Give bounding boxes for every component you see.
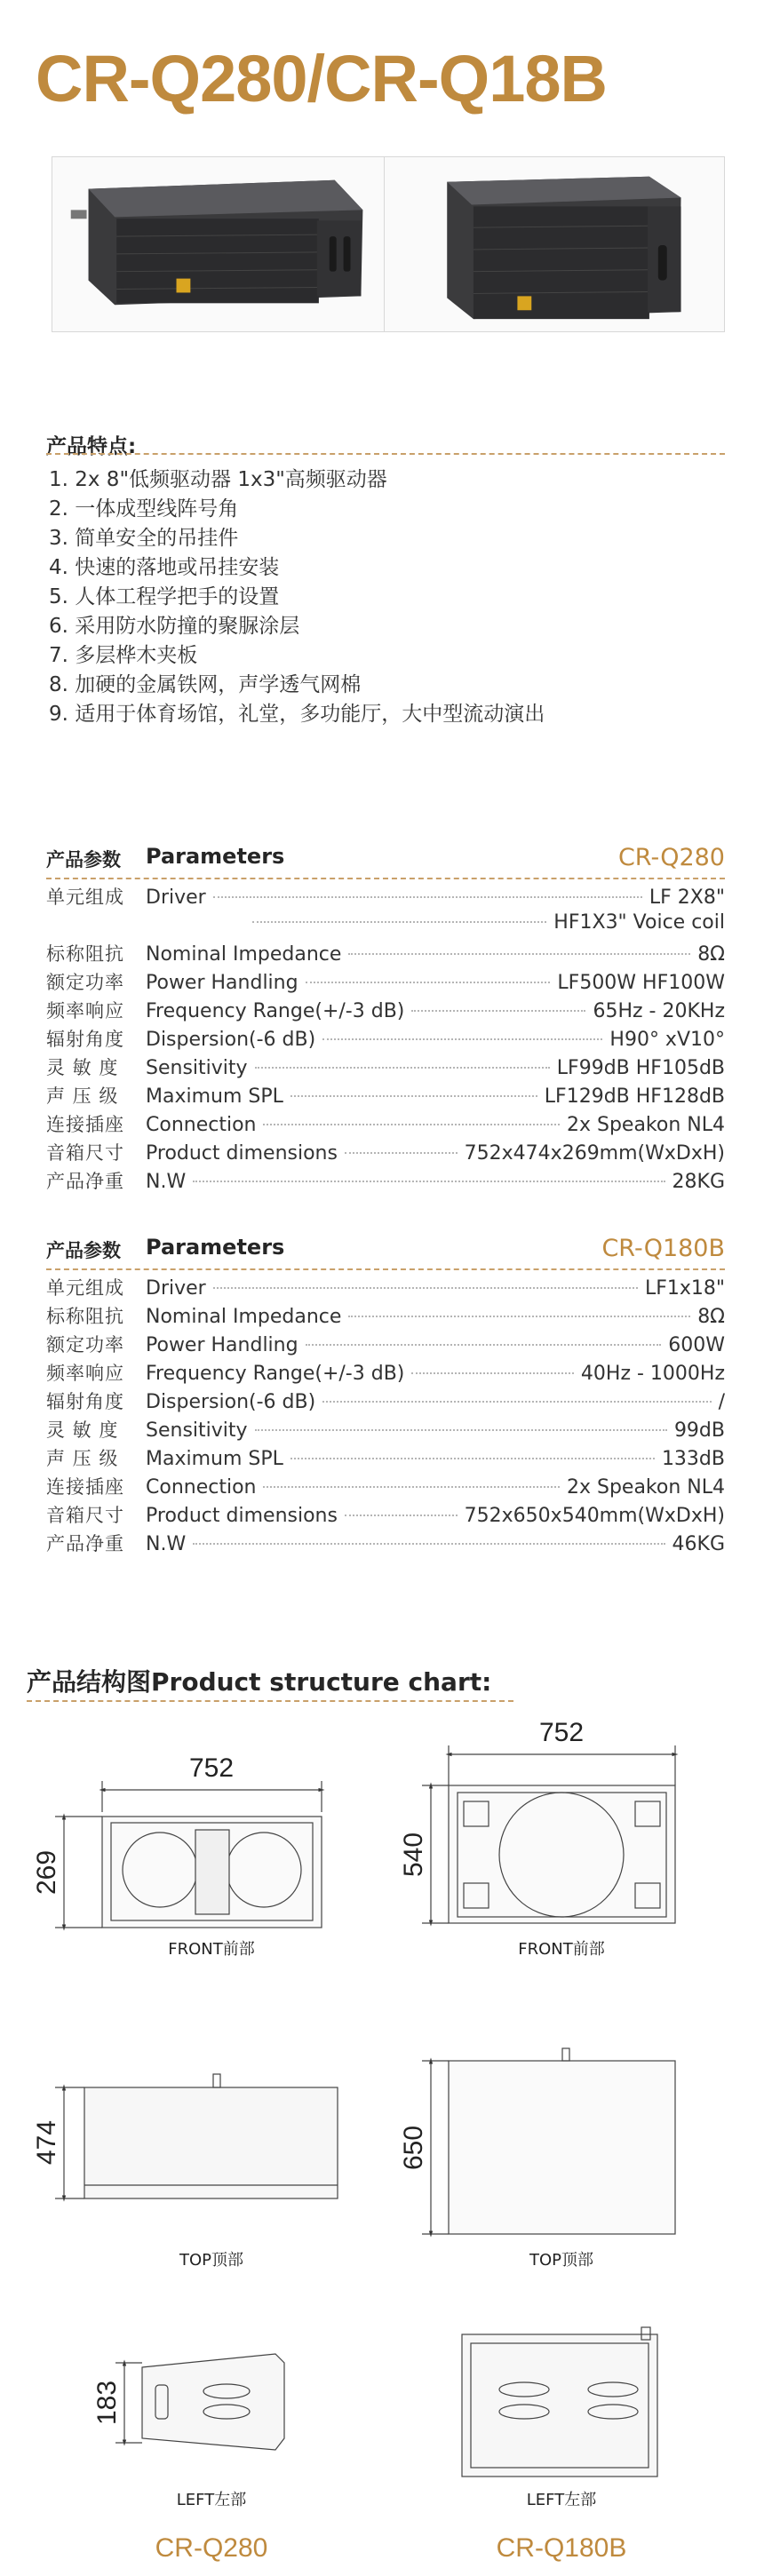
q280-top-label: TOP顶部 <box>179 2251 244 2270</box>
spec-header-en: Parameters <box>146 1235 285 1260</box>
spec-label-cn: 灵 敏 度 <box>46 1057 119 1078</box>
spec-header-cn: 产品参数 <box>46 1240 121 1261</box>
spec-label-en: Frequency Range(+/-3 dB) <box>146 1000 405 1022</box>
spec-model-name: CR-Q180B <box>601 1235 725 1262</box>
spec-label-en: Driver <box>146 886 206 909</box>
feature-item: 3. 简单安全的吊挂件 <box>49 527 239 550</box>
spec-row <box>46 1167 725 1196</box>
page-title: CR-Q280/CR-Q18B <box>36 42 607 115</box>
spec-label-en: Driver <box>146 1277 206 1300</box>
q180b-top-depth: 650 <box>399 2125 428 2171</box>
spec-value: LF 2X8" <box>649 886 725 909</box>
spec-value: 133dB <box>661 1448 725 1470</box>
spec-header-divider <box>46 878 725 879</box>
spec-value: 65Hz - 20KHz <box>593 1000 725 1022</box>
q280-top-depth: 474 <box>32 2119 61 2166</box>
spec-value: 752x474x269mm(WxDxH) <box>464 1142 725 1165</box>
spec-rows <box>46 1274 725 1558</box>
spec-row <box>46 883 725 911</box>
spec-row <box>46 1416 725 1444</box>
spec-label-cn: 连接插座 <box>46 1114 124 1135</box>
spec-label-cn: 音箱尺寸 <box>46 1505 124 1526</box>
q180b-front-height: 540 <box>399 1832 428 1878</box>
q180b-top-view <box>422 2048 675 2234</box>
spec-header <box>46 844 725 872</box>
q180b-left-view <box>462 2327 657 2477</box>
spec-value: 2x Speakon NL4 <box>566 1476 725 1499</box>
spec-row <box>46 940 725 968</box>
line-array-speaker-image <box>52 157 392 331</box>
spec-value: 40Hz - 1000Hz <box>580 1363 725 1385</box>
spec-row <box>46 1444 725 1473</box>
spec-label-en: Maximum SPL <box>146 1085 283 1108</box>
q280-model-label: CR-Q280 <box>155 2533 268 2563</box>
feature-item: 6. 采用防水防撞的聚脲涂层 <box>49 615 300 638</box>
spec-label-en: Dispersion(-6 dB) <box>146 1029 316 1051</box>
q280-left-height: 183 <box>92 2380 122 2426</box>
features-divider <box>46 453 725 455</box>
spec-label-cn: 连接插座 <box>46 1476 124 1498</box>
spec-label-cn: 频率响应 <box>46 1363 124 1384</box>
spec-label-en: Sensitivity <box>146 1419 248 1442</box>
spec-table-q180b <box>46 1235 725 1558</box>
feature-item: 4. 快速的落地或吊挂安装 <box>49 556 280 579</box>
spec-row <box>46 968 725 997</box>
spec-label-cn: 声 压 级 <box>46 1448 119 1469</box>
spec-label-en: Dispersion(-6 dB) <box>146 1391 316 1413</box>
features-list <box>49 465 545 729</box>
spec-row <box>46 1473 725 1501</box>
spec-label-en: Product dimensions <box>146 1142 338 1165</box>
spec-row <box>46 1359 725 1387</box>
feature-item: 9. 适用于体育场馆，礼堂，多功能厅，大中型流动演出 <box>49 703 545 726</box>
spec-label-en: N.W <box>146 1171 187 1193</box>
q280-front-view <box>55 1781 322 1928</box>
spec-row <box>46 1501 725 1530</box>
product-photo-q180b <box>384 156 725 332</box>
spec-value: LF500W HF100W <box>557 972 725 994</box>
structure-heading: 产品结构图Product structure chart: <box>27 1667 492 1697</box>
spec-label-en: Maximum SPL <box>146 1448 283 1470</box>
spec-label-cn: 辐射角度 <box>46 1029 124 1050</box>
spec-header-divider <box>46 1268 725 1270</box>
spec-value: 2x Speakon NL4 <box>566 1114 725 1136</box>
spec-value: 28KG <box>672 1171 725 1193</box>
spec-row <box>46 1053 725 1082</box>
spec-label-cn: 额定功率 <box>46 1334 124 1356</box>
q180b-model-label: CR-Q180B <box>496 2533 627 2563</box>
spec-label-cn: 单元组成 <box>46 886 124 908</box>
spec-value: 46KG <box>672 1533 725 1555</box>
spec-label-cn: 声 压 级 <box>46 1085 119 1107</box>
q280-front-width: 752 <box>188 1753 235 1783</box>
spec-value: 600W <box>668 1334 725 1356</box>
feature-item: 5. 人体工程学把手的设置 <box>49 585 280 608</box>
spec-label-cn: 辐射角度 <box>46 1391 124 1412</box>
spec-label-cn: 额定功率 <box>46 972 124 993</box>
spec-label-en: Nominal Impedance <box>146 943 342 966</box>
q180b-front-width: 752 <box>538 1718 585 1747</box>
spec-row <box>46 1302 725 1331</box>
q180b-top-label: TOP顶部 <box>529 2251 594 2270</box>
spec-label-cn: 产品净重 <box>46 1533 124 1554</box>
spec-label-en: Power Handling <box>146 972 298 994</box>
q280-left-view <box>115 2354 284 2450</box>
spec-label-cn: 灵 敏 度 <box>46 1419 119 1441</box>
q280-top-view <box>55 2074 338 2198</box>
spec-header-cn: 产品参数 <box>46 849 121 871</box>
structure-drawing <box>0 1688 764 2576</box>
spec-row <box>46 1274 725 1302</box>
spec-row <box>46 1530 725 1558</box>
spec-rows <box>46 883 725 1196</box>
spec-row <box>46 1387 725 1416</box>
spec-value: LF129dB HF128dB <box>544 1085 725 1108</box>
spec-label-en: Sensitivity <box>146 1057 248 1079</box>
spec-header <box>46 1235 725 1263</box>
spec-label-en: Connection <box>146 1114 257 1136</box>
spec-label-cn: 标称阻抗 <box>46 943 124 965</box>
spec-label-en: Connection <box>146 1476 257 1499</box>
spec-label-cn: 频率响应 <box>46 1000 124 1022</box>
spec-row <box>46 911 725 940</box>
spec-value: 8Ω <box>697 943 725 966</box>
spec-row <box>46 1110 725 1139</box>
spec-value: LF1x18" <box>644 1277 725 1300</box>
spec-label-en: N.W <box>146 1533 187 1555</box>
features-heading: 产品特点: <box>46 435 137 458</box>
spec-value: 8Ω <box>697 1306 725 1328</box>
spec-table-q280 <box>46 844 725 1196</box>
spec-label-cn: 单元组成 <box>46 1277 124 1299</box>
q280-left-label: LEFT左部 <box>176 2491 247 2509</box>
feature-item: 7. 多层桦木夹板 <box>49 644 198 667</box>
spec-model-name: CR-Q280 <box>617 844 725 871</box>
spec-value: H90° xV10° <box>609 1029 725 1051</box>
spec-label-en: Product dimensions <box>146 1505 338 1527</box>
feature-item: 1. 2x 8"低频驱动器 1x3"高频驱动器 <box>49 468 387 491</box>
spec-value: 99dB <box>673 1419 725 1442</box>
spec-value: LF99dB HF105dB <box>556 1057 725 1079</box>
spec-row <box>46 1025 725 1053</box>
spec-label-en: Nominal Impedance <box>146 1306 342 1328</box>
spec-label-en: Frequency Range(+/-3 dB) <box>146 1363 405 1385</box>
q180b-left-label: LEFT左部 <box>526 2491 597 2509</box>
structure-diagrams <box>0 1688 764 2576</box>
product-photo-q280 <box>52 156 393 332</box>
q280-front-height: 269 <box>32 1849 61 1896</box>
subwoofer-image <box>385 157 724 331</box>
spec-label-cn: 音箱尺寸 <box>46 1142 124 1164</box>
spec-row <box>46 997 725 1025</box>
spec-value: 752x650x540mm(WxDxH) <box>464 1505 725 1527</box>
spec-row <box>46 1082 725 1110</box>
q280-front-label: FRONT前部 <box>168 1940 255 1959</box>
spec-label-cn: 产品净重 <box>46 1171 124 1192</box>
spec-row <box>46 1331 725 1359</box>
spec-label-cn: 标称阻抗 <box>46 1306 124 1327</box>
spec-label-en: Power Handling <box>146 1334 298 1356</box>
q180b-front-label: FRONT前部 <box>518 1940 605 1959</box>
spec-value: HF1X3" Voice coil <box>553 911 725 934</box>
q180b-front-view <box>422 1745 675 1923</box>
spec-row <box>46 1139 725 1167</box>
feature-item: 2. 一体成型线阵号角 <box>49 497 239 521</box>
spec-value: / <box>718 1391 725 1413</box>
feature-item: 8. 加硬的金属铁网，声学透气网棉 <box>49 673 362 696</box>
spec-header-en: Parameters <box>146 844 285 869</box>
